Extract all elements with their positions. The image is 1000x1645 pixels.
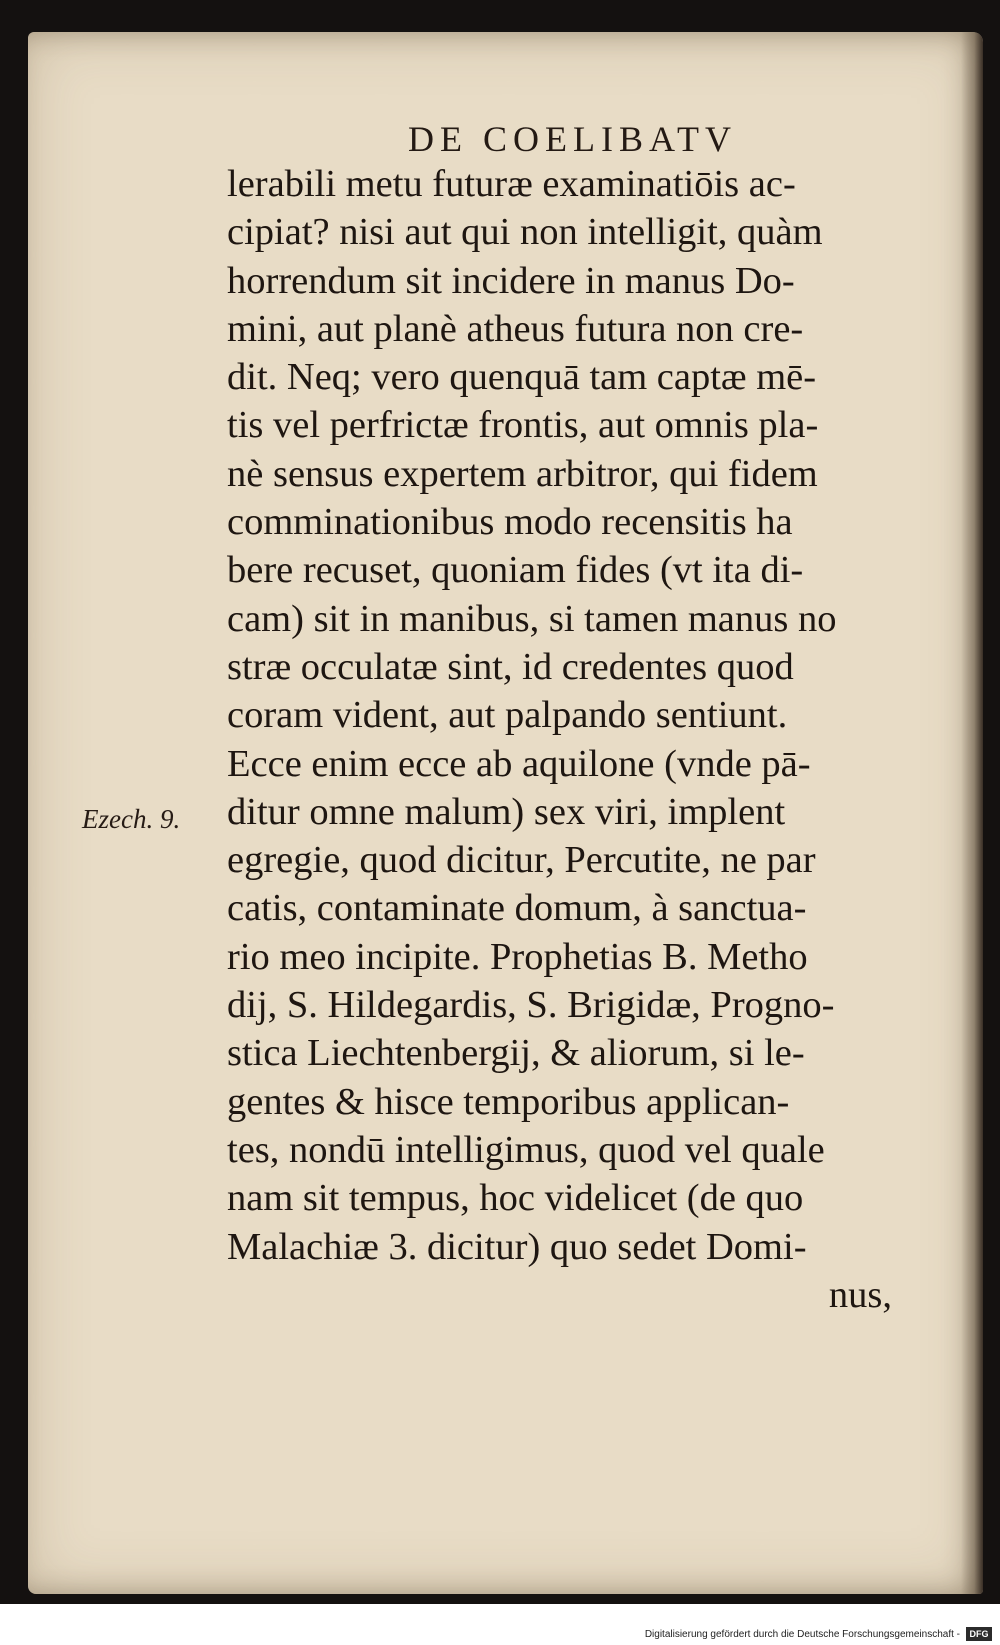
text-line: cipiat? nisi aut qui non intelligit, quàm [227, 211, 823, 254]
marginal-note: Ezech. 9. [82, 804, 181, 834]
footer-credit: Digitalisierung gefördert durch die Deutsche Forschungsgemeinschaft - [644, 1629, 960, 1640]
dfg-logo-icon: DFG [966, 1627, 992, 1641]
text-line: cam) sit in manibus, si tamen manus no [227, 597, 837, 640]
text-line: tis vel perfrictæ frontis, aut omnis pla- [227, 404, 819, 447]
text-line: horrendum sit incidere in manus Do- [227, 259, 795, 302]
body-text [227, 160, 892, 1319]
text-line: egregie, quod dicitur, Percutite, ne par [227, 839, 816, 882]
text-line: stræ occulatæ sint, id credentes quod [227, 645, 794, 688]
catchword: nus, [828, 1273, 892, 1316]
text-line: rio meo incipite. Prophetias B. Metho [227, 935, 808, 978]
text-line: coram vident, aut palpando sentiunt. [227, 694, 788, 737]
text-line: dij, S. Hildegardis, S. Brigidæ, Progno- [227, 984, 835, 1027]
text-line: Malachiæ 3. dicitur) quo sedet Domi- [227, 1225, 807, 1268]
text-line: lerabili metu futuræ examinatiōis ac- [227, 163, 796, 205]
page-edge-shadow [961, 32, 983, 1594]
text-line: mini, aut planè atheus futura non cre- [227, 307, 804, 350]
text-line: nè sensus expertem arbitror, qui fidem [227, 452, 818, 495]
text-line: catis, contaminate domum, à sanctua- [227, 887, 807, 930]
text-line: ditur omne malum) sex viri, implent [227, 790, 786, 833]
text-line: comminationibus modo recensitis ha [227, 501, 793, 544]
text-line: dit. Neq; vero quenquā tam captæ mē- [227, 356, 817, 399]
text-line: gentes & hisce temporibus applican- [227, 1080, 790, 1123]
running-head: DE COELIBATV [408, 119, 737, 159]
text-line: Ecce enim ecce ab aquilone (vnde pā- [227, 742, 811, 785]
text-line: nam sit tempus, hoc videlicet (de quo [227, 1177, 804, 1220]
text-line: tes, nondū intelligimus, quod vel quale [227, 1128, 825, 1171]
text-line: bere recuset, quoniam fides (vt ita di- [227, 549, 804, 592]
text-line: stica Liechtenbergij, & aliorum, si le- [227, 1032, 805, 1075]
